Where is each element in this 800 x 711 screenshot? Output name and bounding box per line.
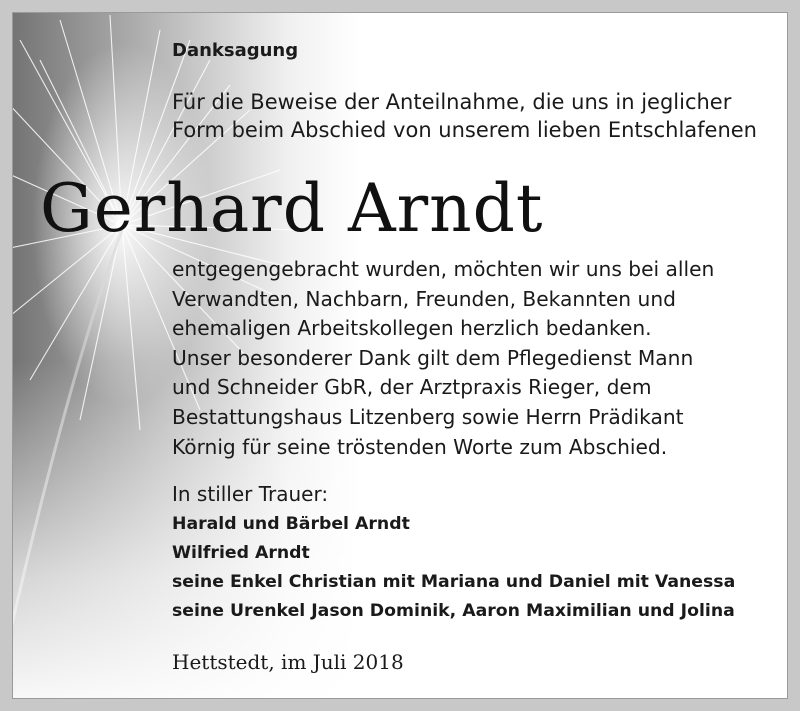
signer-line: seine Enkel Christian mit Mariana und Daniel mit Vanessa [172, 572, 736, 592]
signer-line: seine Urenkel Jason Dominik, Aaron Maximilian und Jolina [172, 601, 735, 621]
place-date: Hettstedt, im Juli 2018 [172, 650, 404, 674]
signers-list [172, 510, 735, 626]
body-line: ehemaligen Arbeitskollegen herzlich bedanken. [172, 316, 652, 341]
body-line: Verwandten, Nachbarn, Freunden, Bekannten und [172, 286, 676, 311]
body-line: Bestattungshaus Litzenberg sowie Herrn Prädikant [172, 404, 684, 429]
body-line: und Schneider GbR, der Arztpraxis Rieger, dem [172, 375, 652, 400]
intro-line: Für die Beweise der Anteilnahme, die uns in jeglicher [172, 90, 732, 114]
body-line: entgegengebracht wurden, möchten wir uns bei allen [172, 257, 715, 281]
notice-heading: Danksagung [172, 40, 299, 61]
deceased-name: Gerhard Arndt [40, 170, 544, 247]
mourning-label: In stiller Trauer: [172, 482, 329, 506]
body-line: Unser besonderer Dank gilt dem Pflegedienst Mann [172, 345, 694, 370]
intro-line: Form beim Abschied von unserem lieben Entschlafenen [172, 118, 757, 142]
signer-line: Wilfried Arndt [172, 543, 310, 563]
intro-text [172, 88, 757, 144]
body-line: Körnig für seine tröstenden Worte zum Abschied. [172, 434, 668, 459]
body-text [172, 255, 714, 462]
signer-line: Harald und Bärbel Arndt [172, 514, 410, 534]
